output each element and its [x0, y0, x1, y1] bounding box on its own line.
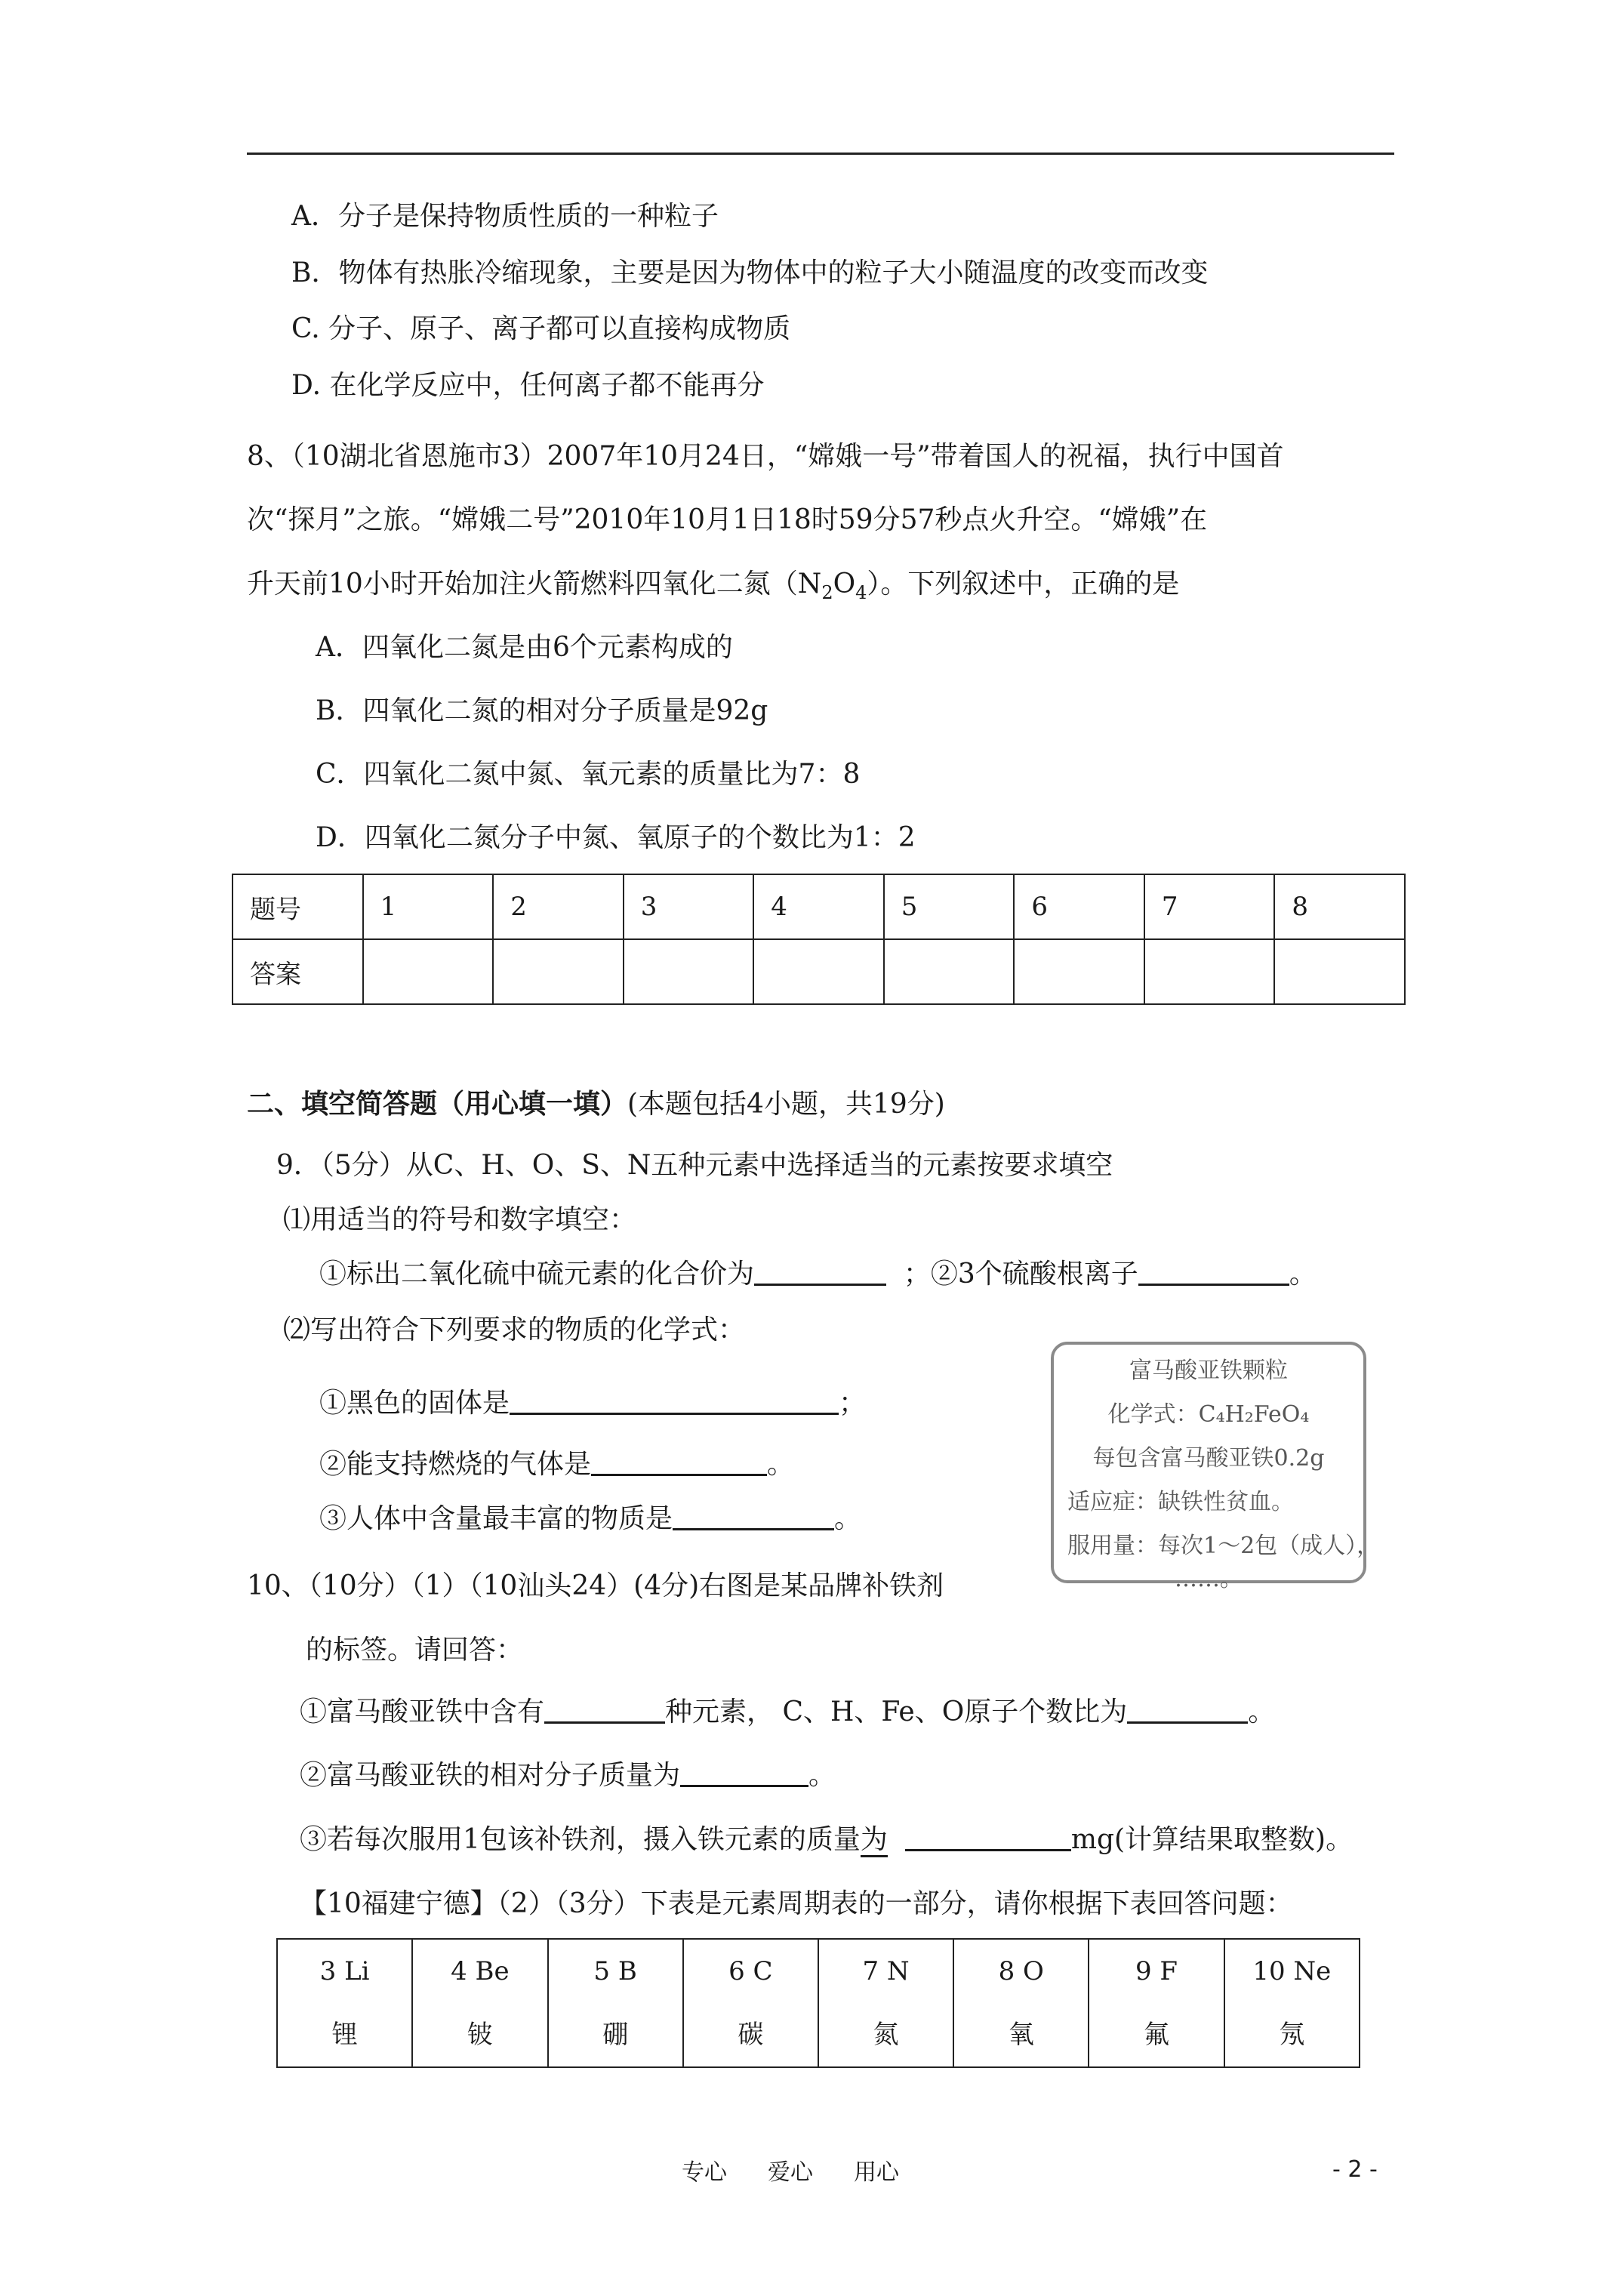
element-name: 锂: [331, 2020, 358, 2050]
element-symbol: 5 B: [593, 1956, 637, 1986]
answer-cell[interactable]: [493, 939, 624, 1004]
label-indication: 适应症：缺铁性贫血。: [1067, 1489, 1294, 1515]
q9-part2-c: ③人体中含量最丰富的物质是 。: [319, 1503, 862, 1534]
answer-cell[interactable]: [1014, 939, 1144, 1004]
iron-supplement-label: [1051, 1342, 1380, 1592]
q9-blank-abundant-substance[interactable]: [673, 1502, 834, 1530]
answer-table-number: 3: [624, 874, 754, 939]
q10-stem-line1: 10、（10分）（1）（10汕头24）(4分)右图是某品牌补铁剂: [247, 1570, 944, 1601]
q7-option-b: B．物体有热胀冷缩现象，主要是因为物体中的粒子大小随温度的改变而改变: [291, 257, 1209, 288]
q8-option-c: C．四氧化二氮中氮、氧元素的质量比为7：8: [316, 759, 861, 790]
element-symbol: 3 Li: [319, 1956, 370, 1986]
q10-blank-iron-mass[interactable]: [905, 1823, 1071, 1851]
answer-cell[interactable]: [1144, 939, 1275, 1004]
answer-table-answer-row: [233, 939, 1405, 1004]
q9-part1-items: ①标出二氧化硫中硫元素的化合价为 ；②3个硫酸根离子 。: [319, 1259, 1317, 1290]
periodic-table: [276, 1938, 1360, 2068]
q10-blank-atom-ratio[interactable]: [1127, 1696, 1248, 1724]
element-symbol: 10 Ne: [1252, 1956, 1332, 1986]
element-cell: [1224, 1939, 1360, 2067]
q8-option-b: B．四氧化二氮的相对分子质量是92g: [316, 695, 768, 726]
element-cell: [818, 1939, 953, 2067]
element-cell: [1089, 1939, 1224, 2067]
element-name: 硼: [602, 2020, 629, 2050]
element-symbol: 9 F: [1135, 1956, 1178, 1986]
q10-blank-element-count[interactable]: [544, 1696, 665, 1724]
q9-part2: ⑵写出符合下列要求的物质的化学式：: [283, 1314, 746, 1345]
answer-table-header-label: 题号: [233, 874, 363, 939]
answer-table-number: 1: [363, 874, 494, 939]
q8-stem-line3: 升天前10小时开始加注火箭燃料四氧化二氮$(N_2O_4)$。下列叙述中，正确的是: [247, 569, 1180, 603]
element-symbol: 6 C: [728, 1956, 773, 1986]
answer-cell[interactable]: [884, 939, 1015, 1004]
answer-table-number: 2: [493, 874, 624, 939]
page-number: - 2 -: [1332, 2156, 1378, 2183]
q9-blank-black-solid[interactable]: [510, 1387, 839, 1415]
element-cell: [953, 1939, 1089, 2067]
q9-part2-a: ①黑色的固体是 ；: [319, 1388, 867, 1419]
element-cell: [412, 1939, 547, 2067]
answer-table-number: 8: [1274, 874, 1405, 939]
q10-part2: 【10福建宁德】（2）（3分）下表是元素周期表的一部分，请你根据下表回答问题：: [300, 1888, 1293, 1919]
element-symbol: 4 Be: [451, 1956, 510, 1986]
q10-item-c: ③若每次服用1包该补铁剂，摄入铁元素的质量为 mg(计算结果取整数)。: [300, 1823, 1353, 1857]
answer-cell[interactable]: [1274, 939, 1405, 1004]
q10-item-b: ②富马酸亚铁的相对分子质量为 。: [300, 1760, 836, 1791]
q7-option-a: A．分子是保持物质性质的一种粒子: [291, 201, 719, 232]
element-cell: [683, 1939, 818, 2067]
answer-table-number: 6: [1014, 874, 1144, 939]
element-symbol: 7 N: [862, 1956, 910, 1986]
answer-table-number: 4: [753, 874, 884, 939]
element-cell: [548, 1939, 683, 2067]
element-symbol: 8 O: [998, 1956, 1044, 1986]
q10-blank-molecular-mass[interactable]: [680, 1759, 808, 1787]
answer-cell[interactable]: [363, 939, 494, 1004]
element-name: 铍: [467, 2020, 493, 2050]
q9-blank-sulfur-valence[interactable]: [754, 1258, 886, 1286]
section2-heading: 二、填空简答题（用心填一填）(本题包括4小题，共19分): [247, 1088, 945, 1120]
q9-stem: 9．（5分）从C、H、O、S、N五种元素中选择适当的元素按要求填空: [276, 1150, 1113, 1181]
label-content: 每包含富马酸亚铁0.2g: [1092, 1445, 1325, 1472]
q8-option-d: D．四氧化二氮分子中氮、氧原子的个数比为1：2: [316, 822, 916, 853]
label-more: ……。: [1175, 1566, 1243, 1592]
q7-option-d: D. 在化学反应中，任何离子都不能再分: [291, 370, 765, 401]
q9-part1: ⑴用适当的符号和数字填空：: [283, 1204, 637, 1235]
q8-stem-line2: 次“探月”之旅。“嫦娥二号”2010年10月1日18时59分57秒点火升空。“嫦娥”在: [247, 504, 1208, 535]
answer-cell[interactable]: [624, 939, 754, 1004]
footer-motto: 专心 爱心 用心: [682, 2159, 899, 2186]
q9-part2-b: ②能支持燃烧的气体是 。: [319, 1449, 795, 1480]
q7-option-c: C. 分子、原子、离子都可以直接构成物质: [291, 313, 791, 344]
q10-item-a: ①富马酸亚铁中含有 种元素， C、H、Fe、O原子个数比为 。: [300, 1697, 1276, 1727]
answer-table-header-row: [233, 874, 1405, 939]
q9-blank-sulfate-ions[interactable]: [1138, 1258, 1289, 1286]
element-cell: [277, 1939, 412, 2067]
q10-stem-line2: 的标签。请回答：: [306, 1635, 524, 1666]
q8-stem-line1: 8、（10湖北省恩施市3）2007年10月24日，“嫦娥一号”带着国人的祝福，执行中国首: [247, 441, 1284, 472]
label-title: 富马酸亚铁颗粒: [1129, 1358, 1288, 1384]
answer-table-number: 7: [1144, 874, 1275, 939]
answer-table: [232, 874, 1406, 1005]
label-formula: 化学式：C₄H₂FeO₄: [1107, 1401, 1310, 1428]
element-name: 氖: [1279, 2020, 1305, 2050]
answer-table-answer-label: 答案: [233, 939, 363, 1004]
element-name: 碳: [738, 2020, 764, 2050]
q8-option-a: A．四氧化二氮是由6个元素构成的: [316, 632, 733, 663]
answer-cell[interactable]: [753, 939, 884, 1004]
label-dosage: 服用量：每次1～2包（成人），: [1067, 1533, 1380, 1559]
element-name: 氟: [1143, 2020, 1169, 2050]
element-name: 氮: [873, 2020, 899, 2050]
element-name: 氧: [1008, 2020, 1034, 2050]
header-rule: [247, 153, 1394, 155]
answer-table-number: 5: [884, 874, 1015, 939]
q9-blank-supporting-gas[interactable]: [591, 1448, 767, 1476]
